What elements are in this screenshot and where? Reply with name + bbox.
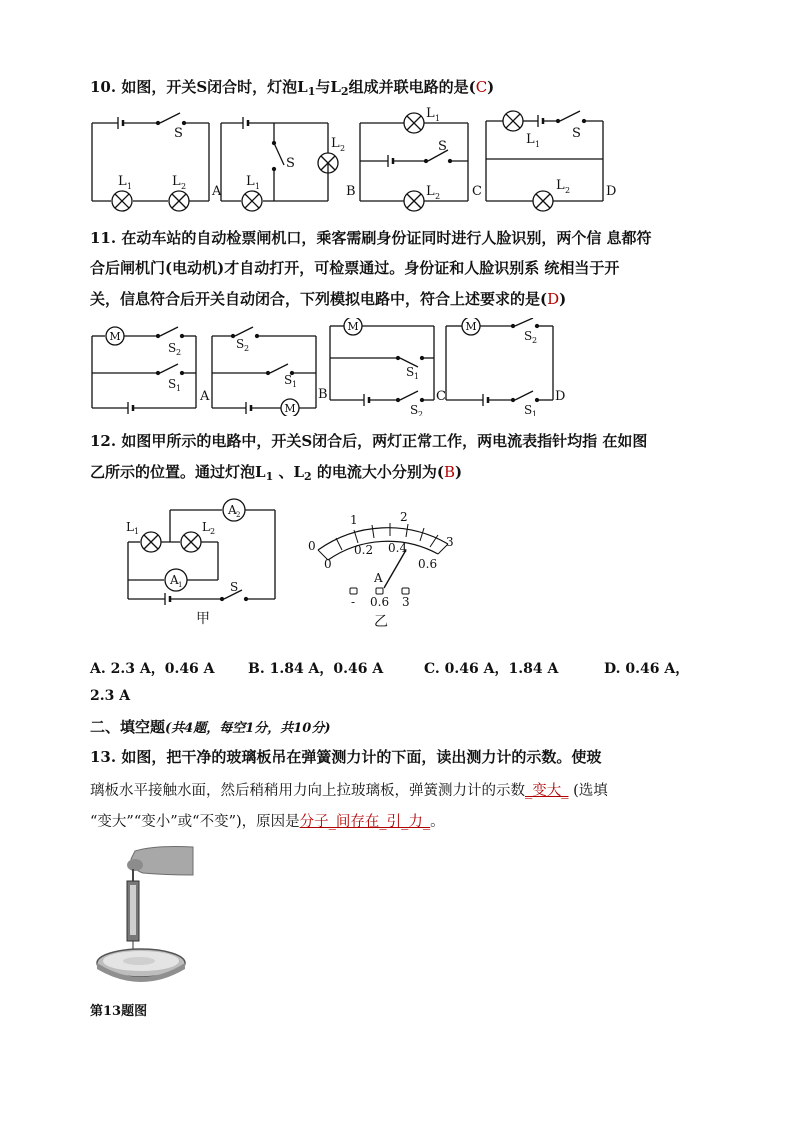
svg-text:S: S: [410, 403, 419, 416]
svg-text:2: 2: [418, 410, 424, 416]
q13-stem-line1: 13. 如图，把干净的玻璃板吊在弹簧测力计的下面，读出测力计的示数。使玻: [90, 748, 602, 766]
q12-option-a[interactable]: A. 2.3 A，0.46 A: [90, 661, 215, 677]
svg-text:A: A: [200, 389, 210, 404]
svg-text:L: L: [526, 132, 535, 147]
q12-option-b[interactable]: B. 1.84 A，0.46 A: [248, 661, 384, 677]
svg-text:S: S: [572, 126, 581, 141]
q11-circuit-b: [212, 327, 316, 416]
svg-text:M: M: [109, 330, 121, 343]
svg-text:1: 1: [414, 372, 420, 381]
svg-text:1: 1: [292, 380, 298, 389]
svg-text:S: S: [174, 126, 183, 141]
svg-text:L: L: [246, 174, 255, 189]
q10-answer: C: [475, 78, 488, 96]
svg-text:2: 2: [244, 344, 250, 353]
q11-stem-line3: 关，信息符合后开关自动闭合，下列模拟电路中，符合上述要求的是(D): [90, 290, 567, 308]
svg-text:S: S: [230, 580, 239, 594]
svg-text:A: A: [374, 571, 383, 585]
svg-text:1: 1: [127, 182, 133, 191]
svg-text:L: L: [118, 174, 127, 189]
q12-stem-line2: 乙所示的位置。通过灯泡$L_1$ 、$L_2$ 的电流大小分别为(B): [90, 463, 463, 483]
svg-text:2: 2: [176, 348, 182, 357]
q13-stem-line2: 璃板水平接触水面，然后稍稍用力向上拉玻璃板，弹簧测力计的示数_变大_ (选填: [90, 783, 608, 799]
svg-text:C: C: [436, 389, 446, 404]
svg-text:1: 1: [350, 513, 358, 527]
q11-circuit-d: [446, 318, 553, 406]
svg-text:S: S: [168, 377, 177, 391]
q12-figure-jia: [120, 495, 280, 630]
svg-text:L: L: [426, 184, 435, 199]
q11-circuit-a: [92, 327, 196, 414]
svg-text:B: B: [318, 387, 328, 402]
svg-text:2: 2: [210, 527, 216, 536]
q11-stem-line2: 合后闸机门(电动机)才自动打开，可检票通过。身份证和人脸识别系 统相当于开: [90, 259, 620, 277]
q11-circuits: [88, 318, 588, 416]
svg-text:0.4: 0.4: [388, 541, 408, 555]
svg-text:L: L: [331, 136, 340, 151]
svg-text:0: 0: [308, 539, 316, 553]
svg-text:L: L: [426, 106, 435, 121]
q12-stem-line1: 12. 如图甲所示的电路中，开关S闭合后，两灯正常工作，两电流表指针均指 在如图: [90, 432, 648, 450]
q12-figure-yi: [306, 508, 461, 633]
svg-text:L: L: [202, 520, 210, 534]
svg-text:D: D: [606, 184, 617, 199]
svg-text:乙: 乙: [374, 614, 388, 630]
svg-text:1: 1: [255, 182, 261, 191]
q12-options: [90, 658, 689, 678]
q13-blank-2: 分子_间存在_引_力_: [299, 814, 431, 830]
svg-text:S: S: [168, 341, 177, 355]
q13-caption: 第13题图: [90, 1004, 148, 1019]
svg-text:S: S: [524, 329, 533, 343]
svg-text:3: 3: [446, 535, 454, 549]
q10-circuit-a: [92, 113, 209, 211]
svg-text:M: M: [284, 402, 296, 415]
svg-text:S: S: [236, 337, 245, 351]
svg-text:-: -: [351, 595, 356, 609]
svg-text:0: 0: [324, 557, 332, 571]
svg-text:2: 2: [181, 182, 187, 191]
svg-text:M: M: [347, 320, 359, 333]
q10-stem: 10. 如图，开关S闭合时，灯泡$L_1$与$L_2$组成并联电路的是(C): [90, 78, 495, 98]
svg-text:S: S: [406, 365, 415, 379]
svg-text:2: 2: [435, 192, 441, 201]
svg-text:C: C: [472, 184, 482, 199]
svg-text:M: M: [465, 320, 477, 333]
svg-text:2: 2: [565, 186, 571, 195]
svg-text:S: S: [286, 156, 295, 171]
svg-text:0.6: 0.6: [418, 557, 438, 571]
svg-text:D: D: [555, 389, 566, 404]
svg-text:1: 1: [178, 581, 183, 589]
svg-text:S: S: [284, 373, 293, 387]
svg-text:2: 2: [236, 511, 241, 519]
svg-text:1: 1: [532, 410, 538, 416]
svg-text:甲: 甲: [196, 611, 210, 627]
q12-answer: B: [443, 463, 456, 481]
q10-circuits: [88, 105, 628, 215]
svg-text:1: 1: [176, 384, 182, 393]
q12-option-d[interactable]: D. 0.46 A，: [604, 661, 690, 677]
q13-stem-line3: “变大”“变小”或“不变”)，原因是分子_间存在_引_力_。: [90, 814, 445, 830]
q11-answer: D: [547, 290, 560, 308]
svg-text:3: 3: [402, 595, 410, 609]
q13-photo: [95, 845, 195, 985]
q12-option-d-cont: 2.3 A: [90, 688, 131, 704]
svg-text:2: 2: [532, 336, 538, 345]
q11-circuit-c: [330, 318, 434, 406]
svg-text:B: B: [346, 184, 356, 199]
svg-text:A: A: [212, 184, 222, 199]
svg-text:L: L: [556, 178, 565, 193]
svg-text:0.2: 0.2: [354, 543, 374, 557]
svg-text:S: S: [524, 403, 533, 416]
q10-circuit-c: [360, 113, 468, 211]
svg-text:2: 2: [340, 144, 346, 153]
svg-text:0.6: 0.6: [370, 595, 390, 609]
q11-stem-line1: 11. 在动车站的自动检票闸机口，乘客需刷身份证同时进行人脸识别，两个信 息都符: [90, 229, 652, 247]
svg-text:L: L: [172, 174, 181, 189]
svg-text:1: 1: [535, 140, 541, 149]
svg-text:1: 1: [134, 527, 140, 536]
q10-circuit-b: [221, 117, 338, 211]
svg-text:A: A: [228, 503, 237, 517]
svg-text:L: L: [126, 520, 134, 534]
q10-circuit-d: [486, 111, 603, 211]
svg-text:S: S: [438, 139, 447, 154]
q12-option-c[interactable]: C. 0.46 A，1.84 A: [424, 661, 559, 677]
svg-text:1: 1: [435, 114, 441, 123]
section-2-heading: 二、填空题(共4题，每空1分，共10分): [90, 718, 331, 736]
svg-text:A: A: [170, 573, 179, 587]
svg-text:2: 2: [400, 510, 408, 524]
q13-blank-1: _变大_: [525, 783, 569, 799]
